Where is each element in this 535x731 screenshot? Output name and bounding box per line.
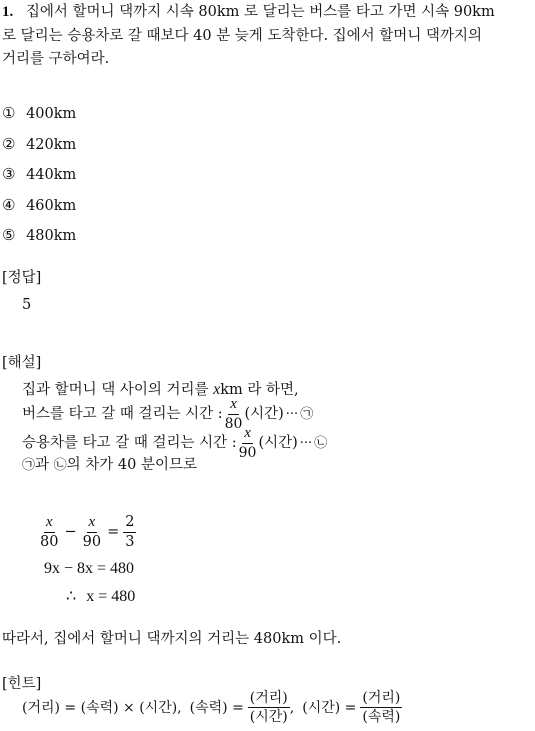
- circled-mark-b: ㉡: [53, 458, 67, 473]
- choice-text-5: 480km: [26, 228, 77, 244]
- choice-mark-2: ②: [2, 135, 16, 153]
- fraction-x-over-80: [38, 515, 60, 550]
- ellipsis: ···: [299, 435, 313, 451]
- choice-text-2: 420km: [26, 137, 77, 153]
- choice-4[interactable]: [2, 198, 76, 214]
- question-number: 1.: [2, 4, 14, 20]
- explanation-line-1-pre: 집과 할머니 댁 사이의 거리를: [22, 382, 214, 398]
- fraction-numerator: (거리): [362, 690, 401, 706]
- hint-label: [힌트]: [2, 676, 42, 692]
- hint-comma: ,: [289, 699, 295, 716]
- choice-3[interactable]: [2, 167, 76, 183]
- question-text: [2, 5, 495, 20]
- equation-2: 9x − 8x = 480: [44, 560, 135, 577]
- choice-mark-1: ①: [2, 104, 16, 122]
- fraction-distance-over-time: [248, 691, 290, 724]
- explanation-line-3-pre: 승용차를 타고 갈 때 걸리는 시간 :: [22, 434, 237, 451]
- minus-sign: −: [64, 524, 77, 540]
- equation-3-body: x = 480: [86, 588, 136, 605]
- fraction-numerator: x: [242, 426, 253, 444]
- fraction-numerator: x: [87, 515, 98, 533]
- choice-mark-3: ③: [2, 165, 16, 183]
- fraction-2-over-3: [123, 515, 136, 549]
- equation-3: [66, 589, 135, 605]
- explanation-line-2-post: (시간): [244, 405, 284, 422]
- fraction-numerator: x: [228, 397, 239, 415]
- question-line-2: 로 달리는 승용차로 갈 때보다 40 분 늦게 도착한다. 집에서 할머니 댁까지의: [2, 28, 482, 44]
- fraction-denominator: (시간): [249, 709, 288, 725]
- fraction-denominator: 3: [125, 533, 135, 550]
- explanation-label: [해설]: [2, 355, 42, 371]
- fraction-numerator: 2: [123, 515, 136, 533]
- fraction-denominator: 90: [238, 445, 257, 461]
- fraction-denominator: (속력): [362, 709, 401, 725]
- hint-formula-2-left: (속력) =: [189, 699, 244, 716]
- fraction-numerator: x: [44, 515, 55, 533]
- circled-mark-a: ㉠: [300, 406, 314, 422]
- choice-text-1: 400km: [26, 106, 77, 122]
- choice-mark-5: ⑤: [2, 226, 16, 244]
- fraction-denominator: 90: [82, 534, 102, 550]
- ellipsis: ···: [285, 406, 299, 422]
- hint-formula-1: (거리) = (속력) × (시간),: [22, 699, 182, 716]
- fraction-numerator: (거리): [249, 690, 288, 706]
- conclusion-text: 따라서, 집에서 할머니 댁까지의 거리는 480km 이다.: [2, 631, 342, 647]
- explanation-line-4-text-2: 의 차가 40 분이므로: [66, 457, 197, 473]
- explanation-line-4: [22, 458, 197, 473]
- choice-5[interactable]: [2, 228, 76, 244]
- explanation-line-3: [22, 426, 327, 460]
- fraction-x-over-90: [237, 426, 259, 460]
- equals-sign: =: [107, 524, 120, 540]
- circled-mark-b: ㉡: [314, 435, 328, 451]
- hint-formula-3-left: (시간) =: [302, 699, 357, 716]
- fraction-x-over-90: [81, 515, 103, 550]
- circled-mark-a: ㉠: [22, 458, 36, 473]
- fraction-distance-over-speed: [360, 691, 402, 724]
- hint-formulas: [22, 691, 402, 724]
- choice-1[interactable]: [2, 106, 76, 122]
- explanation-line-2-pre: 버스를 타고 갈 때 걸리는 시간 :: [22, 405, 223, 422]
- choice-2[interactable]: [2, 137, 76, 153]
- variable-x: x: [213, 381, 221, 398]
- fraction-denominator: 80: [40, 534, 59, 550]
- therefore-sign: ∴: [66, 588, 77, 605]
- choice-text-4: 460km: [26, 198, 77, 214]
- choice-mark-4: ④: [2, 196, 16, 214]
- choice-text-3: 440km: [26, 167, 77, 183]
- question-line-1: 집에서 할머니 댁까지 시속 80km 로 달리는 버스를 타고 가면 시속 90km: [25, 4, 495, 20]
- explanation-line-4-text-1: 과: [35, 457, 54, 473]
- answer-value: 5: [22, 297, 32, 313]
- explanation-line-1: [22, 382, 299, 398]
- answer-label: [정답]: [2, 270, 42, 286]
- equation-1: [38, 515, 136, 550]
- question-line-3: 거리를 구하여라.: [2, 51, 110, 67]
- explanation-line-3-post: (시간): [258, 434, 298, 451]
- explanation-line-1-post: km 라 하면,: [220, 382, 299, 398]
- fraction-denominator: 80: [224, 416, 243, 432]
